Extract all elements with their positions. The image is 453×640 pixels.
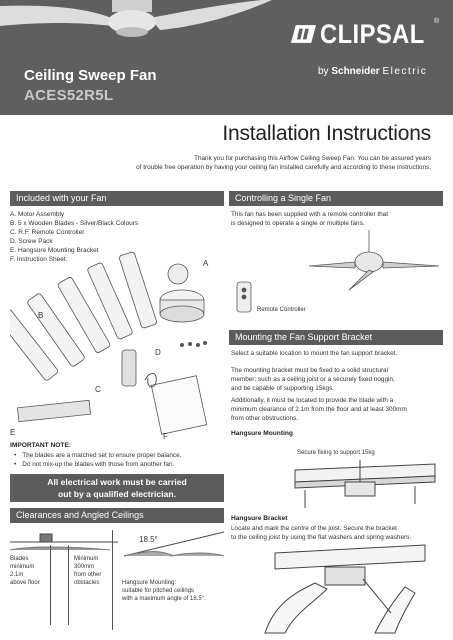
controlling-heading: Controlling a Single Fan bbox=[235, 193, 332, 203]
mounting-p2 bbox=[231, 366, 395, 393]
clearance-divider-3 bbox=[112, 530, 113, 630]
warning-line-1: All electrical work must be carried bbox=[47, 477, 187, 487]
clipsal-logo bbox=[291, 16, 439, 52]
document-title: Installation Instructions bbox=[222, 122, 431, 145]
hang-line-1: Hangsure Mounting: bbox=[122, 580, 177, 586]
tagline-by: by bbox=[318, 66, 329, 77]
mounting-p2-line-3: and be capable of supporting 15kgs. bbox=[231, 385, 335, 392]
secure-fixing-label: Secure fixing to support 15kg bbox=[297, 450, 375, 456]
parts-illustration bbox=[10, 250, 224, 440]
mounting-p2-line-1: The mounting bracket must be fixed to a solid structural bbox=[231, 367, 389, 374]
hangsure-mounting-heading: Hangsure Mounting bbox=[231, 430, 293, 437]
pitched-ceiling-label bbox=[122, 579, 206, 603]
figure-letter-a: A bbox=[203, 259, 209, 268]
figure-letter-e: E bbox=[10, 428, 16, 437]
controlling-text bbox=[231, 210, 388, 228]
list-item: • The blades are a matched set to ensure proper balance. bbox=[14, 451, 181, 460]
product-code: ACES52R5L bbox=[24, 87, 114, 104]
blades-line-1: Blades bbox=[10, 556, 29, 562]
blades-line-2: minimum bbox=[10, 564, 35, 570]
included-heading: Included with your Fan bbox=[16, 193, 107, 203]
mounting-p3-line-3: from other obstructions. bbox=[231, 415, 299, 422]
figure-letter-b: B bbox=[38, 311, 44, 320]
mounting-p3-line-2: minimum clearance of 2.1m from the floor and at least 300mm bbox=[231, 406, 407, 413]
clipsal-logo-mark bbox=[291, 19, 316, 49]
mounting-p2-line-2: member; such as a ceiling joist or a securely fixed noggin, bbox=[231, 376, 395, 383]
list-item: E. Hangsure Mounting Bracket bbox=[10, 247, 99, 254]
hang-line-3: with a maximum angle of 18.5°. bbox=[122, 596, 206, 602]
min-line-1: Minimum bbox=[74, 556, 99, 562]
hangsure-joist-diagram bbox=[285, 460, 445, 510]
list-item: • Do not mix-up the blades with those from another fan. bbox=[14, 460, 181, 469]
blade-clearance-label bbox=[10, 555, 40, 587]
included-heading-bar bbox=[10, 191, 224, 206]
min-line-3: from other bbox=[74, 572, 102, 578]
controlling-heading-bar bbox=[229, 191, 443, 206]
hangsure-bracket-heading: Hangsure Bracket bbox=[231, 515, 288, 522]
clearances-heading: Clearances and Angled Ceilings bbox=[16, 510, 144, 520]
mounting-p3 bbox=[231, 396, 407, 423]
list-item: A. Motor Assembly bbox=[10, 211, 65, 218]
product-name: Ceiling Sweep Fan bbox=[24, 67, 157, 84]
clearances-heading-bar bbox=[10, 508, 224, 523]
intro-line-1: Thank you for purchasing this Airflow Ceiling Sweep Fan. You can be assured years bbox=[194, 155, 431, 162]
bracket-installation-illustration bbox=[255, 543, 435, 635]
controlling-line-1: This fan has been supplied with a remote controller that bbox=[231, 211, 389, 218]
intro-line-2: of trouble free operation by having your ceiling fan installed carefully and according to these instructions. bbox=[136, 164, 431, 171]
list-item: D. Screw Pack bbox=[10, 238, 53, 245]
bracket-line-1: Locate and mark the centre of the joist. Secure the bracket bbox=[231, 525, 397, 532]
list-item: C. R.F. Remote Controller bbox=[10, 229, 85, 236]
mounting-heading: Mounting the Fan Support Bracket bbox=[235, 332, 373, 342]
figure-letter-d: D bbox=[155, 348, 161, 357]
blades-line-4: above floor bbox=[10, 580, 40, 586]
tagline-company: Schneider bbox=[331, 66, 380, 77]
angle-label: 18.5° bbox=[139, 535, 158, 544]
hang-line-2: suitable for pitched ceilings bbox=[122, 588, 195, 594]
registered-mark: ® bbox=[433, 18, 439, 25]
min-line-4: obstacles bbox=[74, 580, 100, 586]
mounting-heading-bar bbox=[229, 330, 443, 345]
bracket-line-2: to the ceiling joist by using the flat washers and spring washers. bbox=[231, 534, 412, 541]
controlling-line-2: is designed to operate a single or multiple fans. bbox=[231, 220, 365, 227]
important-notes-list bbox=[14, 451, 181, 469]
schneider-tagline bbox=[318, 66, 427, 77]
blades-line-3: 2.1m bbox=[10, 572, 24, 578]
list-item: B. 5 x Wooden Blades - Silver/Black Colours bbox=[10, 220, 139, 227]
list-item: F. Instruction Sheet. bbox=[10, 256, 68, 263]
min-line-2: 300mm bbox=[74, 564, 95, 570]
bracket-text bbox=[231, 524, 411, 542]
intro-text bbox=[71, 154, 431, 172]
remote-controller-label: Remote Controller bbox=[257, 307, 306, 313]
important-note-title: IMPORTANT NOTE: bbox=[10, 442, 72, 449]
figure-letter-c: C bbox=[95, 385, 101, 394]
warning-line-2: out by a qualified electrician. bbox=[58, 489, 176, 499]
electrician-warning bbox=[10, 474, 224, 502]
mounting-p3-line-1: Additionally, it must be located to provide the blade with a bbox=[231, 397, 394, 404]
obstacle-clearance-label bbox=[74, 555, 101, 587]
figure-letter-f: F bbox=[163, 432, 168, 441]
mounting-p1: Select a suitable location to mount the fan support bracket. bbox=[231, 350, 398, 357]
tagline-electric: Electric bbox=[382, 66, 428, 77]
clearance-divider-1 bbox=[50, 545, 51, 625]
header-banner bbox=[0, 0, 453, 115]
brand-wordmark: CLIPSAL bbox=[319, 18, 425, 49]
clearance-divider-2 bbox=[68, 545, 69, 625]
